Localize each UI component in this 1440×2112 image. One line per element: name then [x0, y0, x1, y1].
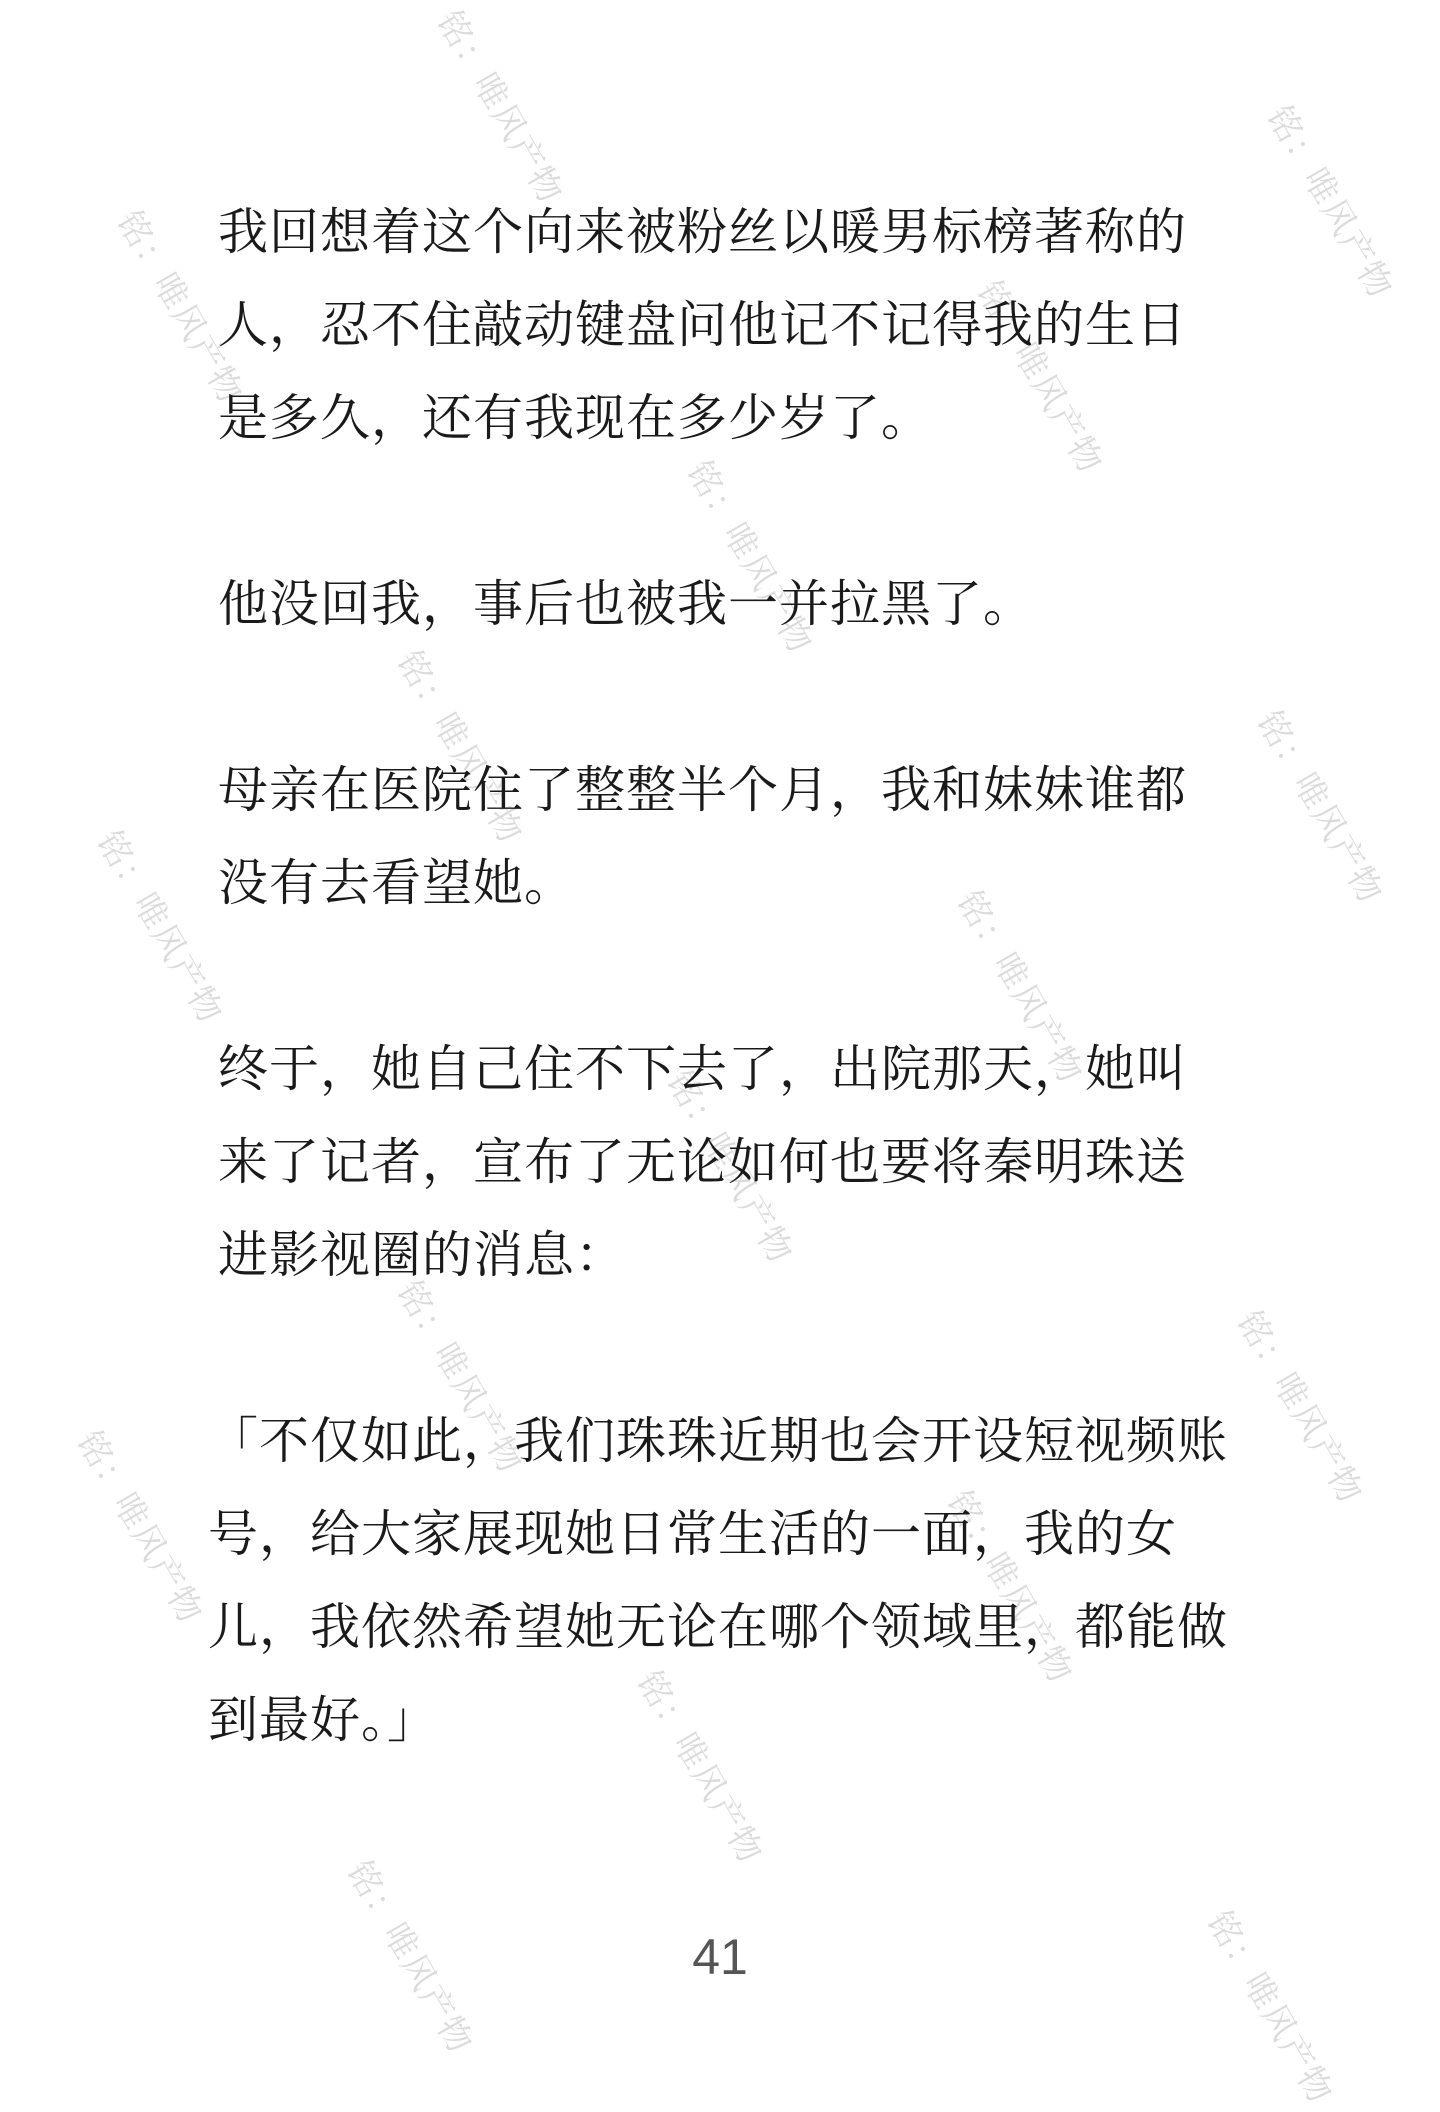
watermark: 铭：唯风产物 [658, 1064, 802, 1272]
watermark: 铭：唯风产物 [338, 1854, 482, 2062]
watermark: 铭：唯风产物 [428, 4, 572, 212]
watermark: 铭：唯风产物 [678, 454, 822, 662]
watermark: 铭：唯风产物 [388, 644, 532, 852]
paragraph: 他没回我，事后也被我一并拉黑了。 [218, 575, 1034, 633]
watermark: 铭：唯风产物 [628, 1664, 772, 1872]
watermark: 铭：唯风产物 [388, 1274, 532, 1482]
watermark: 铭：唯风产物 [1248, 704, 1392, 912]
watermark: 铭：唯风产物 [1258, 99, 1402, 307]
watermark: 铭：唯风产物 [968, 274, 1112, 482]
watermark: 铭：唯风产物 [948, 884, 1092, 1092]
watermark: 铭：唯风产物 [68, 1424, 212, 1632]
paragraph: 终于，她自己住不下去了，出院那天，她叫来了记者，宣布了无论如何也要将秦明珠送进影视圈的消息： [218, 1040, 1187, 1284]
paragraph: 母亲在医院住了整整半个月，我和妹妹谁都没有去看望她。 [218, 761, 1187, 912]
watermark: 铭：唯风产物 [1228, 1304, 1372, 1512]
watermark: 铭：唯风产物 [938, 1484, 1082, 1692]
paragraph: 我回想着这个向来被粉丝以暖男标榜著称的人，忍不住敲动键盘问他记不记得我的生日是多久，还有我现在多少岁了。 [218, 203, 1187, 447]
page-number: 41 [692, 1929, 748, 1985]
quoted-paragraph: 「不仅如此，我们珠珠近期也会开设短视频账号，给大家展现她日常生活的一面，我的女儿，我依然希望她无论在哪个领域里，都能做到最好。」 [208, 1412, 1228, 1749]
watermark: 铭：唯风产物 [1198, 1904, 1342, 2112]
watermark: 铭：唯风产物 [108, 204, 252, 412]
text-body [208, 186, 1228, 1860]
watermark: 铭：唯风产物 [88, 824, 232, 1032]
